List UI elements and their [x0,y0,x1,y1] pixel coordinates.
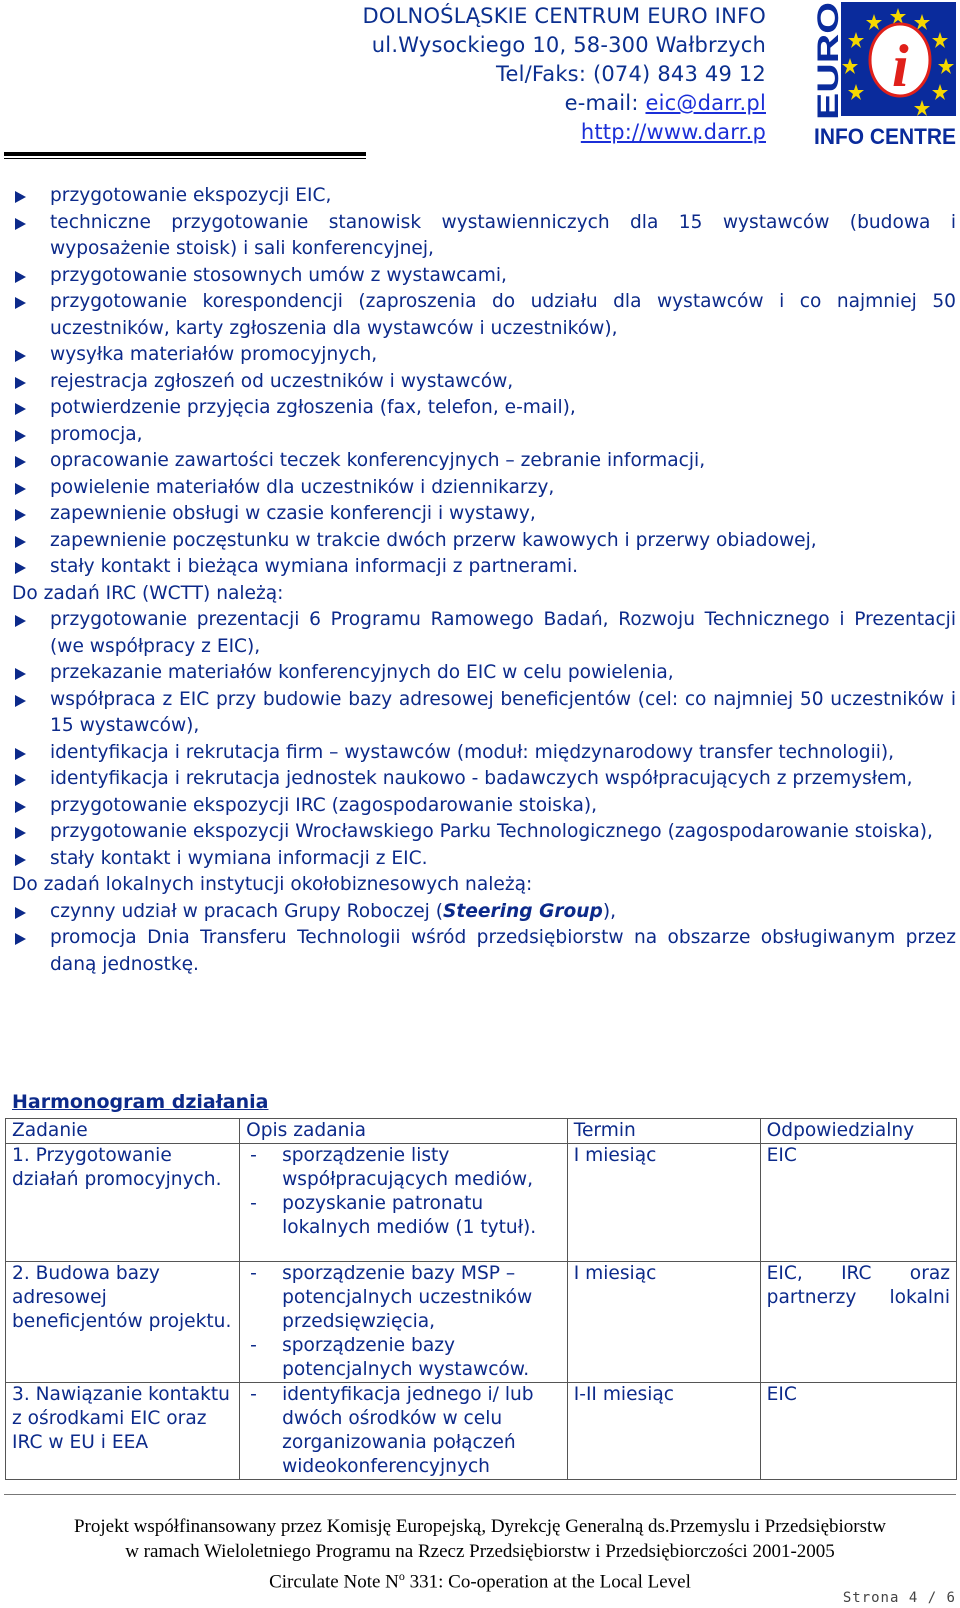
term-cell: I-II miesiąc [567,1383,760,1480]
footer-note-sup: o [398,1569,405,1583]
local-task-text: czynny udział w pracach Grupy Roboczej ( [50,900,444,922]
responsible-cell: EIC [760,1383,956,1480]
term-cell: I miesiąc [567,1262,760,1383]
logo-i-letter: i [892,33,909,99]
list-item: potwierdzenie przyjęcia zgłoszenia (fax, telefon, e-mail), [12,395,956,422]
description-cell [240,1262,568,1383]
irc-tasks-heading: Do zadań IRC (WCTT) należą: [12,582,284,604]
local-tasks-heading: Do zadań lokalnych instytucji okołobiznesowych należą: [12,874,533,895]
header-email-label: e-mail: [564,91,646,115]
logo-euro-text: EURO [812,33,845,120]
header-url-line [363,118,766,147]
task-cell: 1. Przygotowanie działań promocyjnych. [6,1144,240,1262]
header-divider-thin [4,158,366,159]
list-item: przygotowanie korespondencji (zaproszenia do udziału dla wystawców i co najmniej 50 uczestników, karty zgłoszenia dla wystawców i uczestników), [12,289,956,342]
list-item: przygotowanie ekspozycji IRC (zagospodarowanie stoiska), [12,793,956,820]
schedule-title: Harmonogram działania [12,1091,269,1113]
list-item: przekazanie materiałów konferencyjnych do EIC w celu powielenia, [12,660,956,687]
list-item: stały kontakt i wymiana informacji z EIC. [12,846,956,873]
footer-divider [4,1494,956,1495]
header-address: ul.Wysockiego 10, 58-300 Wałbrzych [371,33,766,57]
description-item: - sporządzenie bazy potencjalnych wystawców. [246,1334,561,1382]
euro-info-centre-logo [812,0,958,150]
task-cell: 3. Nawiązanie kontaktu z ośrodkami EIC oraz IRC w EU i EEA [6,1383,240,1480]
description-item: - sporządzenie bazy MSP – potencjalnych uczestników przedsięwzięcia, [246,1262,561,1334]
list-item: przygotowanie prezentacji 6 Programu Ramowego Badań, Rozwoju Technicznego i Prezentacji (we współpracy z EIC), [12,607,956,660]
footer-funding-line: Projekt współfinansowany przez Komisję Europejską, Dyrekcję Generalną ds.Przemyslu i Przedsiębiorstw [73,1516,887,1537]
list-item: stały kontakt i bieżąca wymiana informacji z partnerami. [12,554,956,581]
header-divider [4,152,366,156]
term-cell: I miesiąc [567,1144,760,1262]
responsible-cell: EIC [760,1144,956,1262]
table-row [6,1144,957,1262]
list-item: przygotowanie ekspozycji Wrocławskiego Parku Technologicznego (zagospodarowanie stoiska), [12,819,956,846]
task-cell: 2. Budowa bazy adresowej beneficjentów projektu. [6,1262,240,1383]
footer-note-line [0,1564,960,1594]
footer-note-suffix: 331: Co-operation at the Local Level [404,1571,691,1593]
list-item: promocja, [12,422,956,449]
tasks-section [12,183,956,978]
column-header: Opis zadania [240,1119,568,1144]
header-email-line [363,89,766,118]
description-item: - identyfikacja jednego i/ lub dwóch ośrodków w celu zorganizowania połączeń wideokonferencyjnych [246,1383,561,1479]
list-item: przygotowanie stosownych umów z wystawcami, [12,263,956,290]
column-header: Termin [567,1119,760,1144]
list-item [12,899,956,926]
description-cell [240,1383,568,1480]
description-cell [240,1144,568,1262]
list-item: zapewnienie poczęstunku w trakcie dwóch przerw kawowych i przerwy obiadowej, [12,528,956,555]
responsible-text: EIC, IRC oraz partnerzy lokalni [766,1263,950,1308]
table-row [6,1262,957,1383]
description-item: - sporządzenie listy współpracujących mediów, [246,1144,561,1192]
table-header-row [6,1119,957,1144]
list-item: rejestracja zgłoszeń od uczestników i wystawców, [12,369,956,396]
email-link[interactable]: eic@darr.pl [645,91,766,115]
logo-info-centre-text: INFO CENTRE [814,124,956,149]
table-row [6,1383,957,1480]
list-item: wysyłka materiałów promocyjnych, [12,342,956,369]
header-contact [363,2,766,147]
column-header: Zadanie [6,1119,240,1144]
list-item: opracowanie zawartości teczek konferencyjnych – zebranie informacji, [12,448,956,475]
steering-group-term: Steering Group [443,900,603,922]
header-org-name: DOLNOŚLĄSKIE CENTRUM EURO INFO [362,4,766,28]
list-item: techniczne przygotowanie stanowisk wystawienniczych dla 15 wystawców (budowa i wyposażenie stoisk) i sali konferencyjnej, [12,210,956,263]
local-task-text-end: ), [602,900,617,922]
responsible-cell [760,1262,956,1383]
list-item: promocja Dnia Transferu Technologii wśród przedsiębiorstw na obszarze obsługiwanym przez daną jednostkę. [12,925,956,978]
list-item: identyfikacja i rekrutacja firm – wystawców (moduł: międzynarodowy transfer technologii), [12,740,956,767]
footer [0,1514,960,1594]
page-number: Strona 4 / 6 [842,1590,956,1606]
list-item: identyfikacja i rekrutacja jednostek naukowo - badawczych współpracujących z przemysłem, [12,766,956,793]
schedule-table [5,1118,957,1480]
column-header: Odpowiedzialny [760,1119,956,1144]
list-item: przygotowanie ekspozycji EIC, [12,183,956,210]
website-link[interactable]: http://www.darr.p [580,120,766,144]
footer-program-line: w ramach Wieloletniego Programu na Rzecz Przedsiębiorstw i Przedsiębiorczości 2001-2005 [125,1541,835,1562]
list-item: współpraca z EIC przy budowie bazy adresowej beneficjentów (cel: co najmniej 50 uczestników i 15 wystawców), [12,687,956,740]
description-item: - pozyskanie patronatu lokalnych mediów (1 tytuł). [246,1192,561,1240]
list-item: powielenie materiałów dla uczestników i dziennikarzy, [12,475,956,502]
header-phone: Tel/Faks: (074) 843 49 12 [496,62,766,86]
list-item: zapewnienie obsługi w czasie konferencji i wystawy, [12,501,956,528]
footer-note-prefix: Circulate Note N [269,1571,399,1593]
